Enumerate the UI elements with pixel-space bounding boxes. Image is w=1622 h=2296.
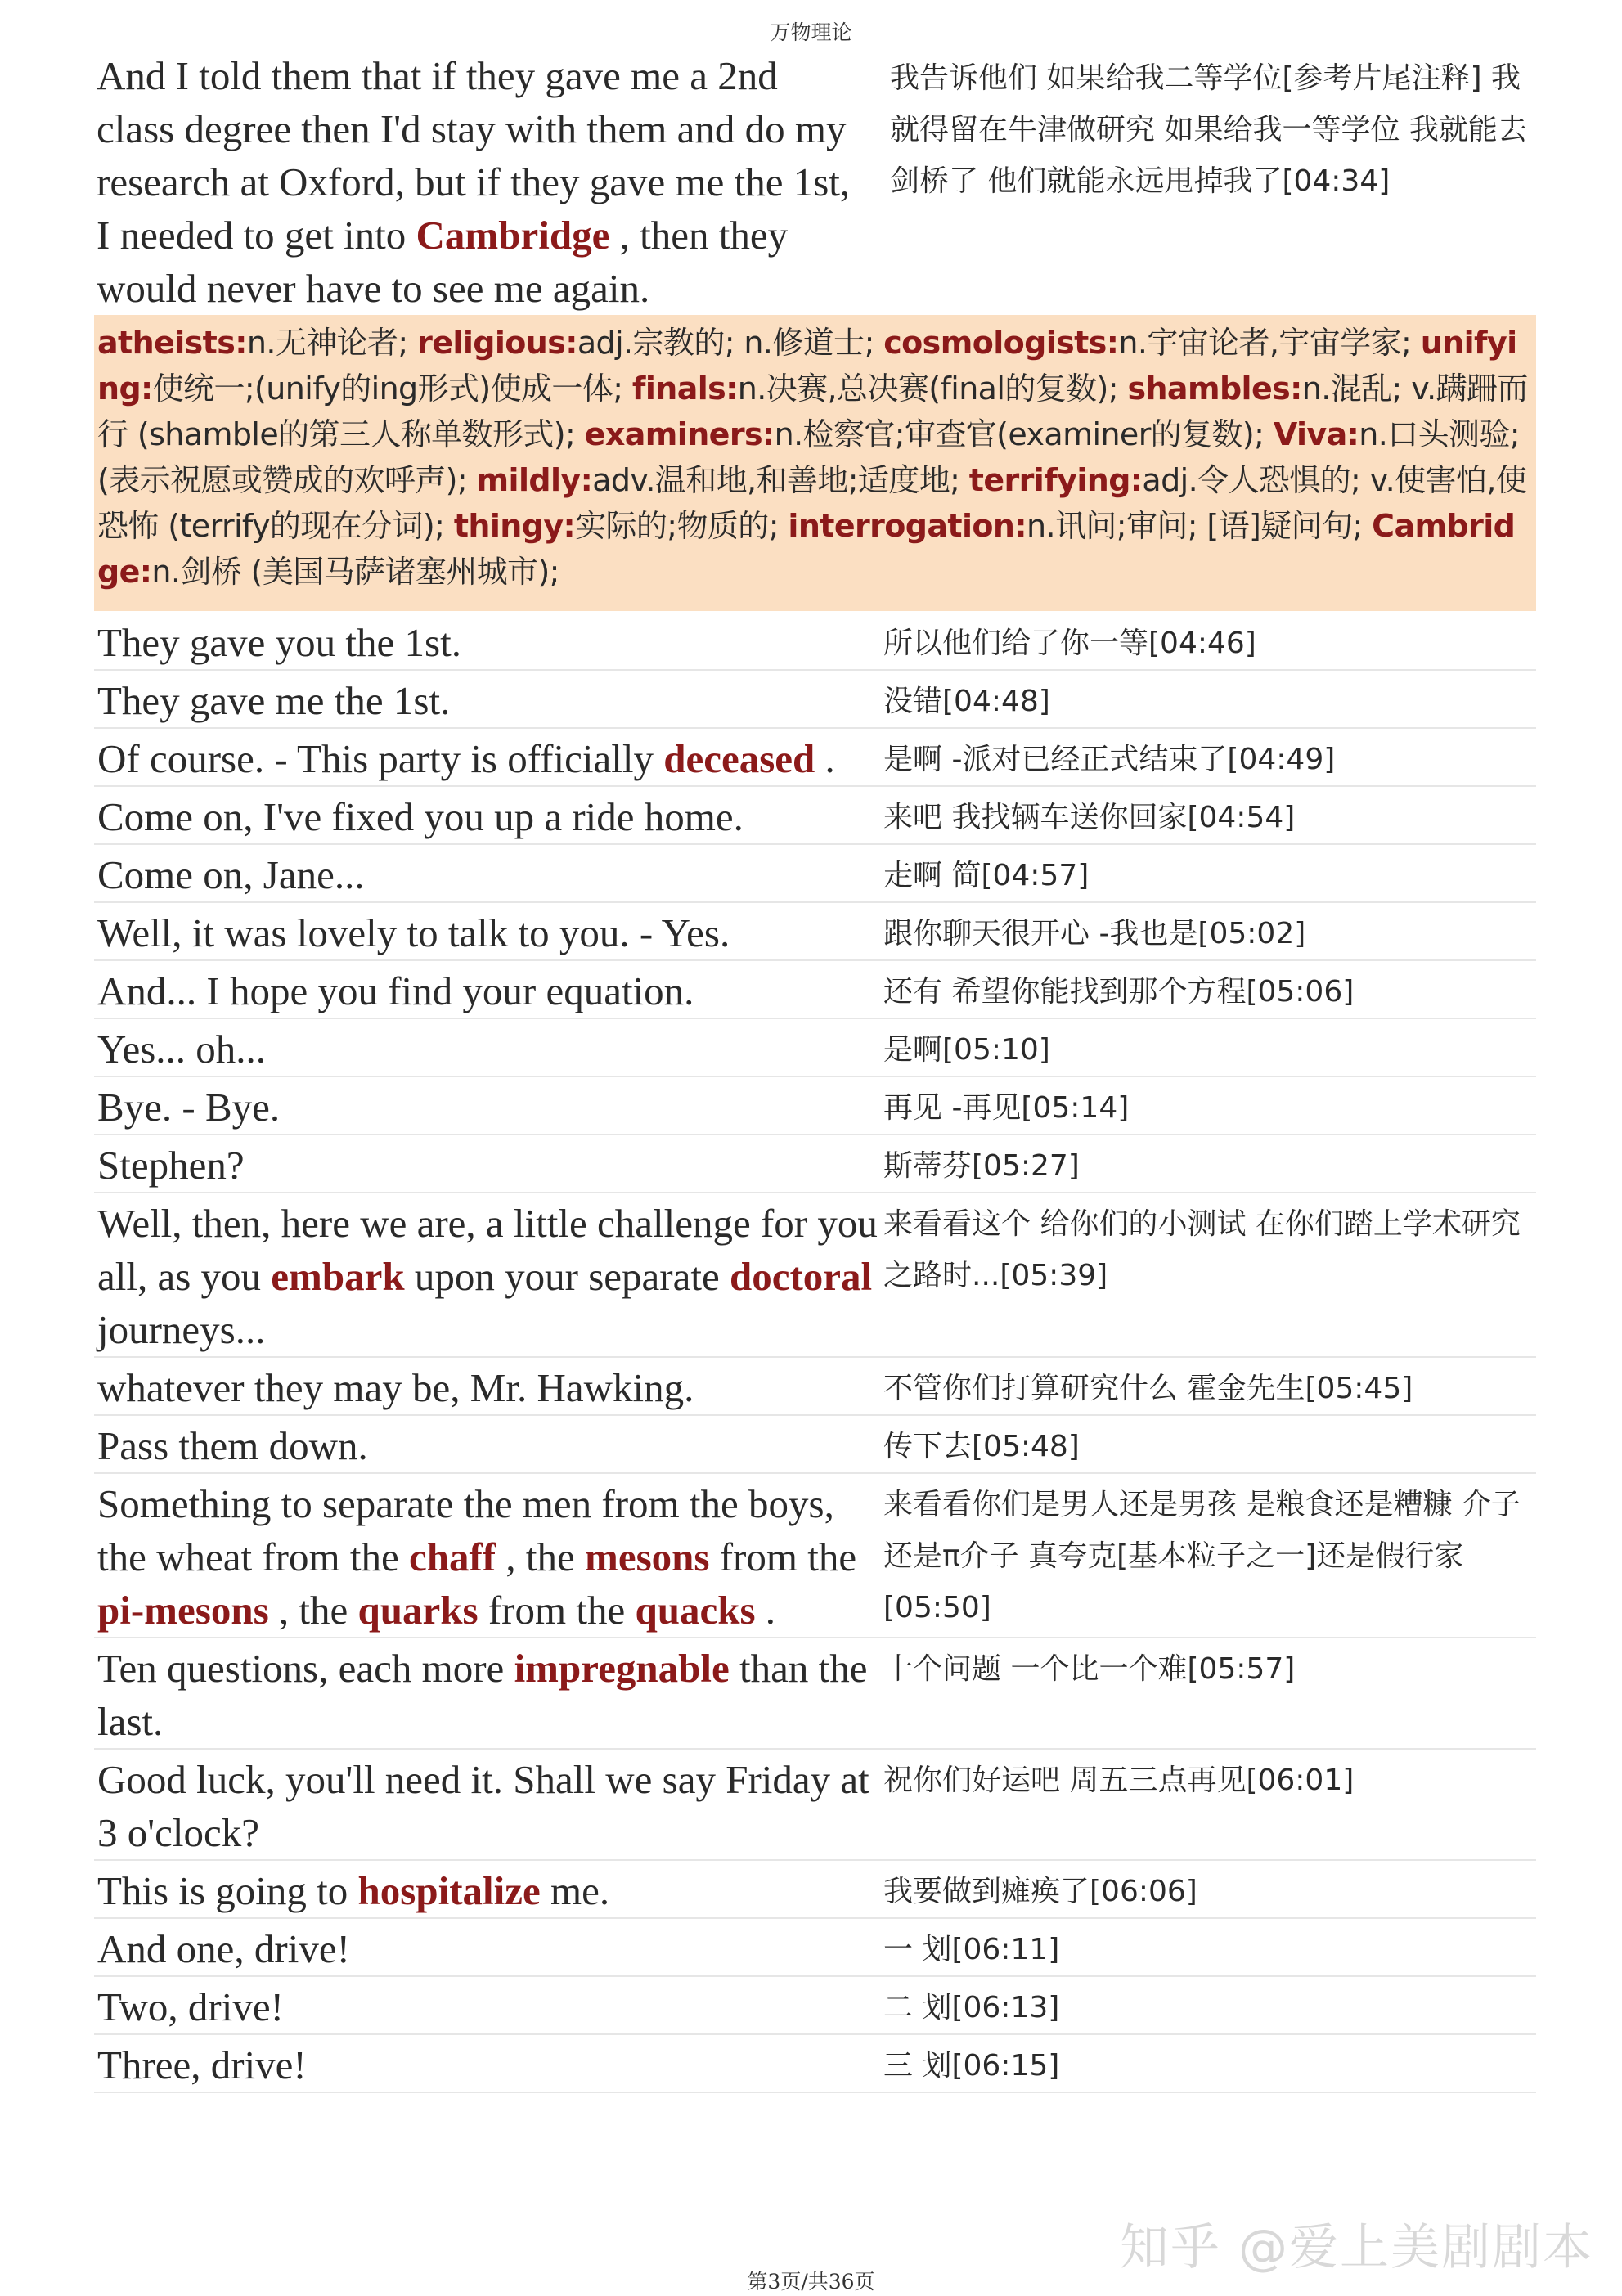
vocab-term: shambles: xyxy=(1127,371,1302,407)
chinese-line: 十个问题 一个比一个难[05:57] xyxy=(883,1652,1296,1686)
keyword: doctoral xyxy=(729,1254,873,1299)
subtitle-row xyxy=(94,1135,1536,1193)
chinese-line: 斯蒂芬[05:27] xyxy=(883,1149,1080,1183)
english-line xyxy=(94,2035,883,2092)
english-text: Yes... oh... xyxy=(97,1027,267,1072)
chinese-line: 走啊 简[04:57] xyxy=(883,859,1090,892)
subtitle-row xyxy=(94,845,1536,903)
english-line xyxy=(94,1193,883,1356)
vocab-definition: adj.令人恐惧的; v.使害怕,使恐怖 (terrify的现在分词); xyxy=(97,462,1527,544)
chinese-line: 祝你们好运吧 周五三点再见[06:01] xyxy=(883,1764,1355,1797)
english-text: And... I hope you find your equation. xyxy=(97,968,694,1013)
subtitle-row-top xyxy=(97,49,1538,309)
english-text: , then they would never have to see me again. xyxy=(97,213,789,311)
vocabulary-box xyxy=(94,315,1536,611)
english-text: Well, then, here we are, a little challenge for you all, as you xyxy=(97,1201,878,1299)
english-line xyxy=(97,49,865,315)
english-text: Something to separate the men from the boys, the wheat from the xyxy=(97,1481,834,1579)
english-line xyxy=(94,903,883,959)
subtitle-row xyxy=(94,961,1536,1019)
english-line xyxy=(94,613,883,669)
chinese-line: 三 划[06:15] xyxy=(883,2049,1060,2083)
chinese-line: 二 划[06:13] xyxy=(883,1991,1060,2024)
english-line xyxy=(94,1750,883,1859)
vocab-term: atheists: xyxy=(97,325,247,361)
english-line xyxy=(94,671,883,727)
english-line xyxy=(94,1474,883,1637)
english-text: Of course. - This party is officially xyxy=(97,736,664,781)
vocab-definition: n.口头测验; (表示祝愿或赞成的欢呼声); xyxy=(97,416,1521,498)
vocab-definition: n.宇宙论者,宇宙学家; xyxy=(1118,325,1421,361)
english-line xyxy=(94,1416,883,1472)
subtitle-row xyxy=(94,1861,1536,1919)
chinese-line: 再见 -再见[05:14] xyxy=(883,1091,1130,1125)
vocab-term: cosmologists: xyxy=(883,325,1119,361)
keyword: embark xyxy=(271,1254,405,1299)
english-line xyxy=(94,787,883,843)
keyword: mesons xyxy=(585,1534,710,1579)
keyword: quarks xyxy=(357,1588,479,1633)
english-text: Stephen? xyxy=(97,1143,245,1188)
keyword: pi-mesons xyxy=(97,1588,269,1633)
english-line xyxy=(94,1358,883,1414)
vocab-definition: n.剑桥 (美国马萨诸塞州城市); xyxy=(151,554,559,590)
subtitle-row xyxy=(94,1474,1536,1638)
english-text: from the xyxy=(709,1534,857,1579)
english-line xyxy=(94,1861,883,1917)
subtitle-row xyxy=(94,1193,1536,1358)
english-text: Well, it was lovely to talk to you. - Yes. xyxy=(97,910,730,955)
subtitle-row xyxy=(94,1019,1536,1077)
english-line xyxy=(94,1019,883,1076)
english-text: Two, drive! xyxy=(97,1984,284,2029)
subtitle-row xyxy=(94,2035,1536,2093)
english-text: than the last. xyxy=(97,1646,868,1744)
keyword: quacks xyxy=(635,1588,756,1633)
vocab-term: terrifying: xyxy=(968,462,1143,498)
english-text: And I told them that if they gave me a 2nd class degree then I'd stay with them and do my research at Oxford, but if they gave me the 1st, I needed to get into xyxy=(97,53,851,258)
english-text: whatever they may be, Mr. Hawking. xyxy=(97,1365,694,1410)
vocab-definition: n.检察官;审查官(examiner的复数); xyxy=(774,416,1274,452)
chinese-line: 不管你们打算研究什么 霍金先生[05:45] xyxy=(883,1372,1413,1405)
vocab-term: Cambridge: xyxy=(97,508,1516,590)
keyword: hospitalize xyxy=(357,1868,541,1913)
subtitle-row xyxy=(94,671,1536,729)
vocab-definition: n.讯问;审问; [语]疑问句; xyxy=(1026,508,1373,544)
english-line xyxy=(94,845,883,901)
vocab-definition: n.决赛,总决赛(final的复数); xyxy=(737,371,1128,407)
english-text: Come on, I've fixed you up a ride home. xyxy=(97,794,744,839)
chinese-line: 跟你聊天很开心 -我也是[05:02] xyxy=(883,917,1306,950)
english-text: Three, drive! xyxy=(97,2042,307,2087)
keyword: chaff xyxy=(408,1534,496,1579)
chinese-line: 所以他们给了你一等[04:46] xyxy=(883,627,1256,660)
vocab-definition: 使统一;(unify的ing形式)使成一体; xyxy=(152,371,632,407)
subtitle-row xyxy=(94,1750,1536,1861)
english-text: Bye. - Bye. xyxy=(97,1085,281,1130)
vocab-definition: adv.温和地,和善地;适度地; xyxy=(592,462,969,498)
english-line xyxy=(94,1638,883,1748)
chinese-line: 来看看这个 给你们的小测试 在你们踏上学术研究之路时...[05:39] xyxy=(883,1207,1521,1292)
english-text: . xyxy=(755,1588,776,1633)
vocab-definition: 实际的;物质的; xyxy=(575,508,789,544)
english-text: , the xyxy=(268,1588,358,1633)
english-line xyxy=(94,729,883,785)
english-line xyxy=(94,1977,883,2033)
english-text: me. xyxy=(540,1868,610,1913)
english-line xyxy=(94,1135,883,1192)
subtitle-row xyxy=(94,729,1536,787)
vocab-definition: n.混乱; v.蹒跚而行 (shamble的第三人称单数形式); xyxy=(97,371,1528,452)
english-text: from the xyxy=(478,1588,636,1633)
english-text: Come on, Jane... xyxy=(97,852,365,897)
english-text: They gave you the 1st. xyxy=(97,620,461,665)
keyword: Cambridge xyxy=(416,213,610,258)
subtitle-row xyxy=(94,1919,1536,1977)
english-text: journeys... xyxy=(97,1307,266,1352)
keyword: impregnable xyxy=(514,1646,730,1691)
vocab-term: thingy: xyxy=(453,508,576,544)
english-text: upon your separate xyxy=(404,1254,730,1299)
subtitle-row xyxy=(94,613,1536,671)
vocab-term: examiners: xyxy=(584,416,775,452)
english-text: . xyxy=(815,736,835,781)
chinese-line: 一 划[06:11] xyxy=(883,1933,1060,1966)
english-text: Pass them down. xyxy=(97,1423,368,1468)
chinese-line: 传下去[05:48] xyxy=(883,1430,1080,1463)
vocab-term: unifying: xyxy=(97,325,1517,407)
chinese-line: 我告诉他们 如果给我二等学位[参考片尾注释] 我就得留在牛津做研究 如果给我一等学位 我就能去剑桥了 他们就能永远甩掉我了[04:34] xyxy=(890,61,1527,198)
subtitle-row xyxy=(94,1358,1536,1416)
chinese-line: 来看看你们是男人还是男孩 是粮食还是糟糠 介子还是π介子 真夸克[基本粒子之一]还是假行家[05:50] xyxy=(883,1488,1521,1624)
chinese-line: 是啊[05:10] xyxy=(883,1033,1050,1067)
chinese-line: 是啊 -派对已经正式结束了[04:49] xyxy=(883,743,1336,776)
english-text: They gave me the 1st. xyxy=(97,678,451,723)
english-text: , the xyxy=(496,1534,585,1579)
subtitle-row xyxy=(94,1977,1536,2035)
chinese-line: 我要做到瘫痪了[06:06] xyxy=(883,1875,1197,1908)
english-line xyxy=(94,1919,883,1975)
vocab-term: mildly: xyxy=(476,462,593,498)
chinese-line: 来吧 我找辆车送你回家[04:54] xyxy=(883,801,1296,834)
english-line xyxy=(94,961,883,1018)
english-text: Ten questions, each more xyxy=(97,1646,514,1691)
page-header: 万物理论 xyxy=(770,20,852,44)
keyword: deceased xyxy=(663,736,815,781)
subtitle-row xyxy=(94,1416,1536,1474)
vocab-definition: adj.宗教的; n.修道士; xyxy=(577,325,884,361)
vocab-term: religious: xyxy=(417,325,577,361)
subtitle-table xyxy=(94,613,1536,2093)
subtitle-row xyxy=(94,787,1536,845)
watermark: 知乎 @爱上美剧剧本 xyxy=(1119,2219,1593,2276)
vocab-term: interrogation: xyxy=(788,508,1027,544)
vocab-term: Viva: xyxy=(1273,416,1359,452)
vocab-definition: n.无神论者; xyxy=(246,325,418,361)
english-text: And one, drive! xyxy=(97,1926,350,1971)
english-line xyxy=(94,1077,883,1134)
page-number: 第3页/共36页 xyxy=(747,2270,875,2294)
english-text: This is going to xyxy=(97,1868,358,1913)
subtitle-row xyxy=(94,1077,1536,1135)
subtitle-row xyxy=(94,903,1536,961)
vocab-term: finals: xyxy=(631,371,738,407)
subtitle-row xyxy=(94,1638,1536,1750)
english-text: Good luck, you'll need it. Shall we say Friday at 3 o'clock? xyxy=(97,1757,869,1855)
chinese-line: 还有 希望你能找到那个方程[05:06] xyxy=(883,975,1355,1009)
chinese-line: 没错[04:48] xyxy=(883,685,1050,718)
